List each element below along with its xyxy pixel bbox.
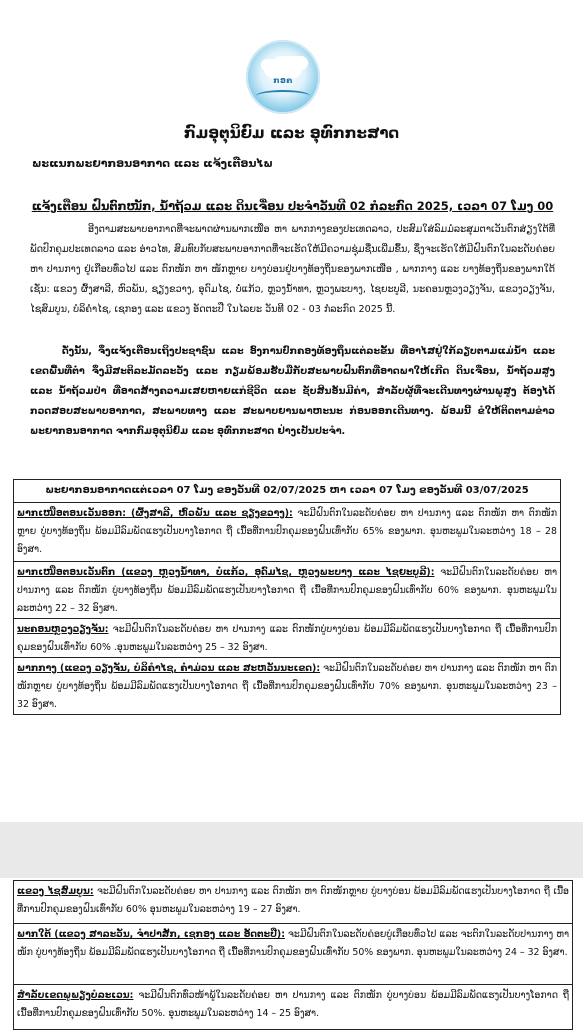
wave-icon [256, 90, 310, 102]
bulletin-headline: ແຈ້ງເຕືອນ ຝົນຕົກໜັກ, ນ້ຳຖ້ວມ ແລະ ດິນເຈື່ອນ ປະຈຳວັນທີ 02 ກໍລະກົດ 2025, ເວລາ 07 ໂມງ 00 [31, 199, 554, 213]
region-name: ພາກເໜືອຕອນເວັນອອກ: (ຜົ້ງສາລີ, ຫົວພັນ ແລະ ຊຽງຂວາງ): [17, 508, 293, 519]
region-forecast-text: ຈະມີຝົນຕົກໃນລະດັບຄ່ອຍ ຫາ ປານກາງ ແລະ ຕົກໜັກ ຫາ ຕົກໜັກຫຼາຍ ບູ່ບາງທ້ອງຖິ່ນ ພ້ອມມີລົມພັດແຮງເປັນບາງໂອກາດ ຖື ເນື້ອທີ່ການປົກຄຸມຂອງຝົນເທົ່າກັບ 70% ຂອງພາກ. ອຸນຫະພູມໃນລະຫວ່າງ 23 – 32 ອົງສາ. [17, 663, 557, 710]
region-forecast-text: ຈະມີຝົນຕົກໃນລະດັບຄ່ອຍ ຫາ ປານກາງ ແລະ ຕົກໜັກບູ່ບາງບ່ອນ ພ້ອມມີລົມພັດແຮງເປັນບາງໂອກາດ ຖື ເນື້ອທີ່ການປົກຄຸມຂອງຝົນເທົ່າກັບ 60% .ອຸນຫະພູມໃນລະຫວ່າງ 25 – 32 ອົງສາ. [17, 624, 557, 653]
ministry-logo [246, 40, 320, 114]
page-separator [0, 822, 583, 878]
department-name: ພະແນກພະຍາກອນອາກາດ ແລະ ແຈ້ງເຕືອນໄພ [32, 157, 273, 170]
region-name: ພາກກາງ (ແຂວງ ວຽງຈັນ, ບໍລິຄຳໄຊ, ຄຳມ່ວນ ແລະ ສະຫວັນນະເຂດ): [17, 663, 321, 674]
forecast-row [14, 985, 572, 1029]
region-name: ແຂວງ ໄຊສົມບູນ: [17, 886, 94, 897]
region-name: ພາກເໜືອຕອນເວັນຕົກ (ແຂວງ ຫຼວງນ້ຳທາ, ບໍ່ແກ້ວ, ອຸດົມໄຊ, ຫຼວງພະບາງ ແລະ ໄຊຍະບູລີ): [17, 567, 435, 578]
forecast-row [14, 619, 560, 658]
region-forecast-text: ຈະມີຝົນຕົກໃນລະດັບຄ່ອຍ ຫາ ປານກາງ ແລະ ຕົກໜັກ ຫາ ຕົກໜັກຫຼາຍ ບູ່ບາງທ້ອງຖິ່ນ ພ້ອມມີລົມພັດແຮງເປັນບາງໂອກາດ ຖື ເນື້ອທີ່ການປົກຄຸມຂອງຝົນເທົ່າກັບ 65% ຂອງພາກ. ອຸນຫະພູມໃນລະຫວ່າງ 18 – 28 ອົງສາ. [17, 508, 557, 555]
region-name: ສຳລັບເຂດພູພຽງບໍລະເວນ: [17, 990, 134, 1001]
region-name: ນະຄອນຫຼວງວຽງຈັນ: [17, 624, 109, 635]
region-forecast-text: ຈະມີຝົນຕົກໃນລະດັບຄ່ອຍ ຫາ ປານກາງ ແລະ ຕົກໜັກ ບູ່ບາງທ້ອງຖິ່ນ ພ້ອມມີລົມພັດແຮງເປັນບາງໂອກາດ ຖື ເນື້ອທີ່ການປົກຄຸມຂອງຝົນເທົ່າກັບ 60% ຂອງພາກ. ອຸນຫະພູມໃນລະຫວ່າງ 22 – 32 ອົງສາ. [17, 567, 557, 614]
paragraph-situation: ອີງຕາມສະພາບອາກາດທີ່ຈະພາດຜ່ານພາກເໜືອ ຫາ ພາກກາງຂອງປະເທດລາວ, ປະສົມໃສ່ລົມມໍລະສຸມຕາເວັນຕົກສ່ຽງໃຕ້ທີ່ພັດປົກຄຸມປະເທດລາວ ແລະ ອ່າວໄທ, ສົມທົບກັບສະພາບອາກາດທີ່ຈະເຮັດໃຫ້ມີຄວາມຊຸ່ມຊື່ນເພີ່ມຂຶ້ນ, ຊຶ່ງຈະເຮັດໃຫ້ມີຝົນຕົກໃນລະດັບຄ່ອຍ ຫາ ປານກາງ ຢູ່ເກືອບທົ່ວໄປ ແລະ ຕົກໜັກ ຫາ ໜັກຫຼາຍ ບາງບ່ອນຢູ່ບາງທ້ອງຖິ່ນຂອງພາກເໜືອ , ພາກກາງ ແລະ ບາງທ້ອງຖິ່ນຂອງພາກໃຕ້ ເຊັ່ນ: ແຂວງ ຜົ້ງສາລີ, ຫົວພັນ, ຊຽງຂວາງ, ອຸດົມໄຊ, ບໍ່ແກ້ວ, ຫຼວງນ້ຳທາ, ຫຼວງພະບາງ, ໄຊຍະບູລີ, ນະຄອນຫຼວງວຽງຈັນ, ແຂວງວຽງຈັນ, ໄຊສົມບູນ, ບໍລິຄຳໄຊ, ເຊກອງ ແລະ ແຂວງ ອັດຕະປື ໃນໄລຍະ ວັນທີ 02 - 03 ກໍລະກົດ 2025 ນີ້. [30, 224, 555, 315]
forecast-table-continued [13, 880, 573, 1030]
forecast-row [14, 881, 572, 924]
forecast-table [13, 479, 561, 715]
paragraph-warning: ດັ່ງນັ້ນ, ຈຶ່ງແຈ້ງເຕືອນເຖິງປະຊາຊົນ ແລະ ອົງການປົກຄອງທ້ອງຖິ່ນແຕ່ລະຂັ້ນ ທີ່ອາໄສຢູ່ໃກ້ລຽບຕາມແມ່ນ້ຳ ແລະ ເຂດພື້ນທີ່ຕ່ຳ ຈຶ່ງມີສະຕິລະມັດລະວັງ ແລະ ກຽມພ້ອມຮັບມືກັບສະພາບຝົນຕົກທີ່ອາດພາໃຫ້ເກີດ ດິນເຈື່ອນ, ນ້ຳຖ້ວມສູງ ແລະ ນ້ຳຖ້ວມປ່າ ທີ່ອາດສ້າງຄວາມເສຍຫາຍແກ່ຊີວິດ ແລະ ຊັບສິນອັນມີຄ່າ, ສຳລັບຜູ້ທີ່ຈະເດີນທາງຜ່ານພູສູງ ຕ້ອງໄດ້ກວດສອບສະພາບອາກາດ, ສະພາບທາງ ແລະ ສະພາບຍານພາຫະນະ ກ່ອນອອກເດີນທາງ. ພ້ອມນີ້ ຂໍໃຫ້ຕິດຕາມຂ່າວພະຍາກອນອາກາດ ຈາກກົມອຸຕຸນິຍົມ ແລະ ອຸທົກກະສາດ ຢ່າງເປັນປະຈຳ. [30, 346, 555, 437]
forecast-row [14, 562, 560, 619]
logo-text: ກອຄ [273, 76, 293, 85]
region-forecast-text: ຈະມີຝົນຕົກໃນລະດັບຄ່ອຍບູ່ເກືອບທົ່ວໄປ ແລະ ຈະຕົກໃນລະດັບປານກາງ ຫາ ໜັກ ບູ່ບາງທ້ອງຖິ່ນ ພ້ອມມີລົມພັດແຮງເປັນບາງໂອກາດ ຖື ເນື້ອທີ່ການປົກຄຸມຂອງຝົນເທົ່າກັບ 50% ຂອງພາກ. ອຸນຫະພູມໃນລະຫວ່າງ 24 – 32 ອົງສາ. [17, 929, 569, 958]
region-forecast-text: ຈະມີຝົນຕົກໃນລະດັບຄ່ອຍ ຫາ ປານກາງ ແລະ ຕົກໜັກ ຫາ ຕົກໜັກຫຼາຍ ບູ່ບາງບ່ອນ ພ້ອມມີລົມພັດແຮງເປັນບາງໂອກາດ ຖື ເນື້ອທີ່ການປົກຄຸມຂອງຝົນເທົ່າກັບ 60% ອຸນຫະພູມໃນລະຫວ່າງ 19 – 27 ອົງສາ. [17, 886, 569, 915]
forecast-row [14, 658, 560, 714]
forecast-table-header: ພະຍາກອນອາກາດແຕ່ເວລາ 07 ໂມງ ຂອງວັນທີ 02/07/2025 ຫາ ເວລາ 07 ໂມງ ຂອງວັນທີ 03/07/2025 [14, 480, 560, 503]
org-title: ກົມອຸຕຸນິຍົມ ແລະ ອຸທົກກະສາດ [183, 124, 400, 142]
forecast-row [14, 924, 572, 985]
forecast-row [14, 503, 560, 562]
region-forecast-text: ຈະມີຝົນຕົກທົ່ວໜ້າພູ້ໃນລະດັບຄ່ອຍ ຫາ ປານກາງ ແລະ ຕົກໜັກ ບູ່ບາງບ່ອນ ພ້ອມມີລົມພັດແຮງເປັນບາງໂອກາດ ຖື ເນື້ອທີ່ການປົກຄຸມຂອງຝົນເທົ່າກັບ 50%. ອຸນຫະພູມໃນລະຫວ່າງ 14 – 25 ອົງສາ. [17, 990, 569, 1019]
region-name: ພາກໃຕ້ (ແຂວງ ສາລະວັນ, ຈຳປາສັກ, ເຊກອງ ແລະ ອັດຕະປື): [17, 929, 285, 940]
